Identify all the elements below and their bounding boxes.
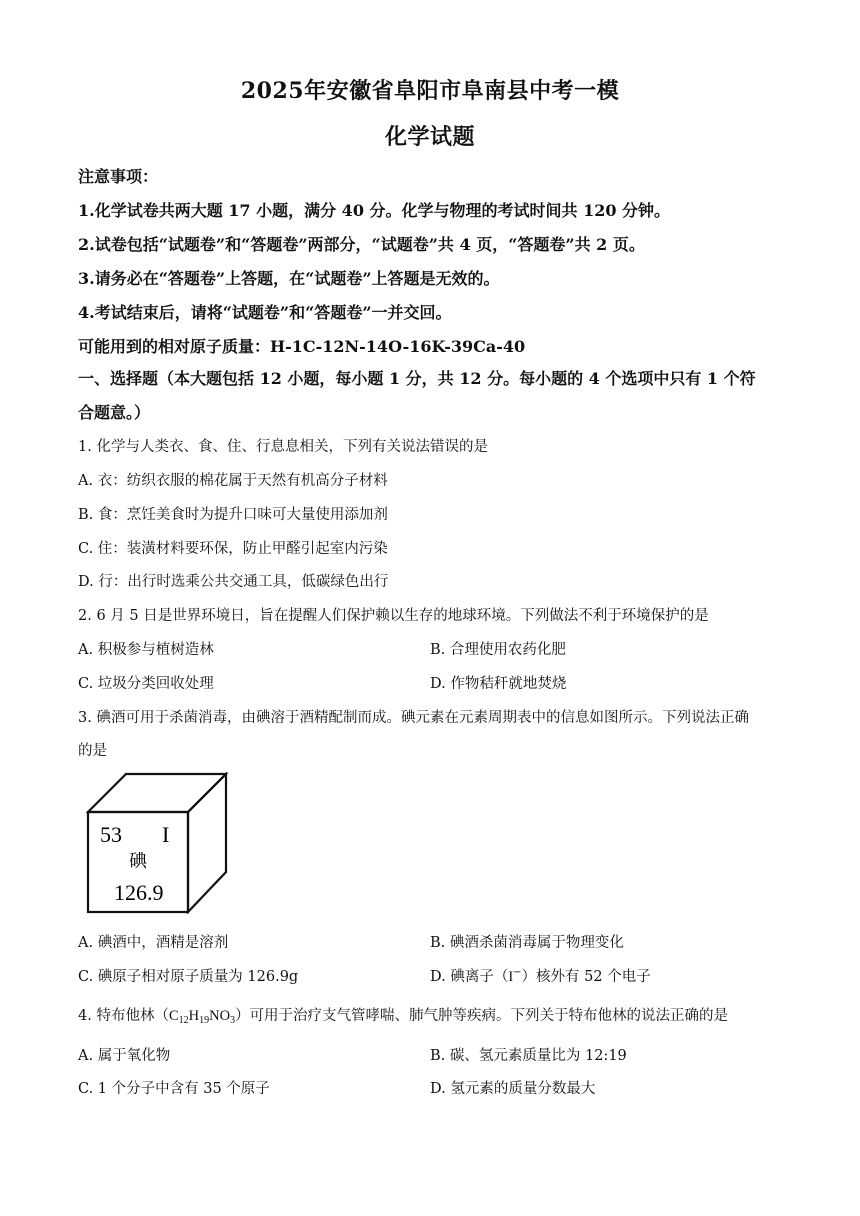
element-symbol: I xyxy=(162,822,170,847)
formula-carbon: C xyxy=(168,1008,179,1024)
formula-oxygen-count: 3 xyxy=(230,1015,236,1026)
q4-option-b: B. 碳、氢元素质量比为 12:19 xyxy=(430,1048,627,1064)
iodide-symbol: I xyxy=(508,969,514,985)
formula-carbon-count: 12 xyxy=(178,1015,189,1026)
q2-option-a: A. 积极参与植树造林 xyxy=(78,642,214,658)
q1-option-d: D. 行：出行时选乘公共交通工具，低碳绿色出行 xyxy=(78,574,389,590)
element-name: 碘 xyxy=(129,851,147,872)
q3-option-d xyxy=(430,965,651,986)
q4-stem xyxy=(78,1004,728,1026)
q3-option-d-suffix: ）核外有 52 个电子 xyxy=(521,969,651,985)
q3-stem-cont: 的是 xyxy=(78,743,107,759)
q4-stem-prefix: 4. 特布他林（ xyxy=(78,1008,169,1024)
q3-option-d-prefix: D. 碘离子（ xyxy=(430,969,509,985)
notice-item-3: 3.请务必在“答题卷”上答题，在“试题卷”上答题是无效的。 xyxy=(78,269,500,288)
notice-item-4: 4.考试结束后，请将“试题卷”和“答题卷”一并交回。 xyxy=(78,303,452,322)
q3-stem: 3. 碘酒可用于杀菌消毒，由碘溶于酒精配制而成。碘元素在元素周期表中的信息如图所示。下列说法正确 xyxy=(78,710,749,726)
terbutaline-formula xyxy=(169,1008,235,1024)
q1-option-a: A. 衣：纺织衣服的棉花属于天然有机高分子材料 xyxy=(78,473,388,489)
section-heading: 一、选择题（本大题包括 12 小题，每小题 1 分，共 12 分。每小题的 4 个选项中只有 1 个符 xyxy=(78,369,756,388)
q2-option-b: B. 合理使用农药化肥 xyxy=(430,642,566,658)
exam-subtitle: 化学试题 xyxy=(384,124,475,150)
iodine-element-cube xyxy=(86,772,228,914)
section-heading-cont: 合题意。） xyxy=(78,403,151,422)
q1-option-c: C. 住：装潢材料要环保，防止甲醛引起室内污染 xyxy=(78,541,388,557)
q4-stem-suffix: ）可用于治疗支气管哮喘、肺气肿等疾病。下列关于特布他林的说法正确的是 xyxy=(235,1008,729,1024)
q3-option-a: A. 碘酒中，酒精是溶剂 xyxy=(78,935,229,951)
notice-item-2: 2.试卷包括“试题卷”和“答题卷”两部分，“试题卷”共 4 页，“答题卷”共 2 页。 xyxy=(78,235,645,254)
atomic-mass: 126.9 xyxy=(114,880,164,905)
q1-option-b: B. 食：烹饪美食时为提升口味可大量使用添加剂 xyxy=(78,507,388,523)
q4-option-a: A. 属于氧化物 xyxy=(78,1048,171,1064)
formula-hydrogen-count: 19 xyxy=(199,1015,210,1026)
atomic-mass-note: 可能用到的相对原子质量：H-1C-12N-14O-16K-39Ca-40 xyxy=(78,337,526,356)
q1-stem: 1. 化学与人类衣、食、住、行息息相关，下列有关说法错误的是 xyxy=(78,439,488,455)
q2-option-d: D. 作物秸秆就地焚烧 xyxy=(430,676,567,692)
q2-option-c: C. 垃圾分类回收处理 xyxy=(78,676,214,692)
formula-no: NO xyxy=(209,1008,231,1024)
notice-heading: 注意事项： xyxy=(78,167,159,186)
atomic-number: 53 xyxy=(100,822,122,847)
q3-option-b: B. 碘酒杀菌消毒属于物理变化 xyxy=(430,935,624,951)
q4-option-c: C. 1 个分子中含有 35 个原子 xyxy=(78,1081,270,1097)
q4-option-d: D. 氢元素的质量分数最大 xyxy=(430,1081,596,1097)
q3-option-c: C. 碘原子相对原子质量为 126.9g xyxy=(78,969,299,985)
formula-hydrogen: H xyxy=(188,1008,200,1024)
notice-item-1: 1.化学试卷共两大题 17 小题，满分 40 分。化学与物理的考试时间共 120 分钟。 xyxy=(78,201,671,220)
exam-title: 2025年安徽省阜阳市阜南县中考一模 xyxy=(240,78,620,104)
q2-stem: 2. 6 月 5 日是世界环境日，旨在提醒人们保护赖以生存的地球环境。下列做法不利于环境保护的是 xyxy=(78,608,709,624)
iodide-charge: − xyxy=(513,967,522,978)
